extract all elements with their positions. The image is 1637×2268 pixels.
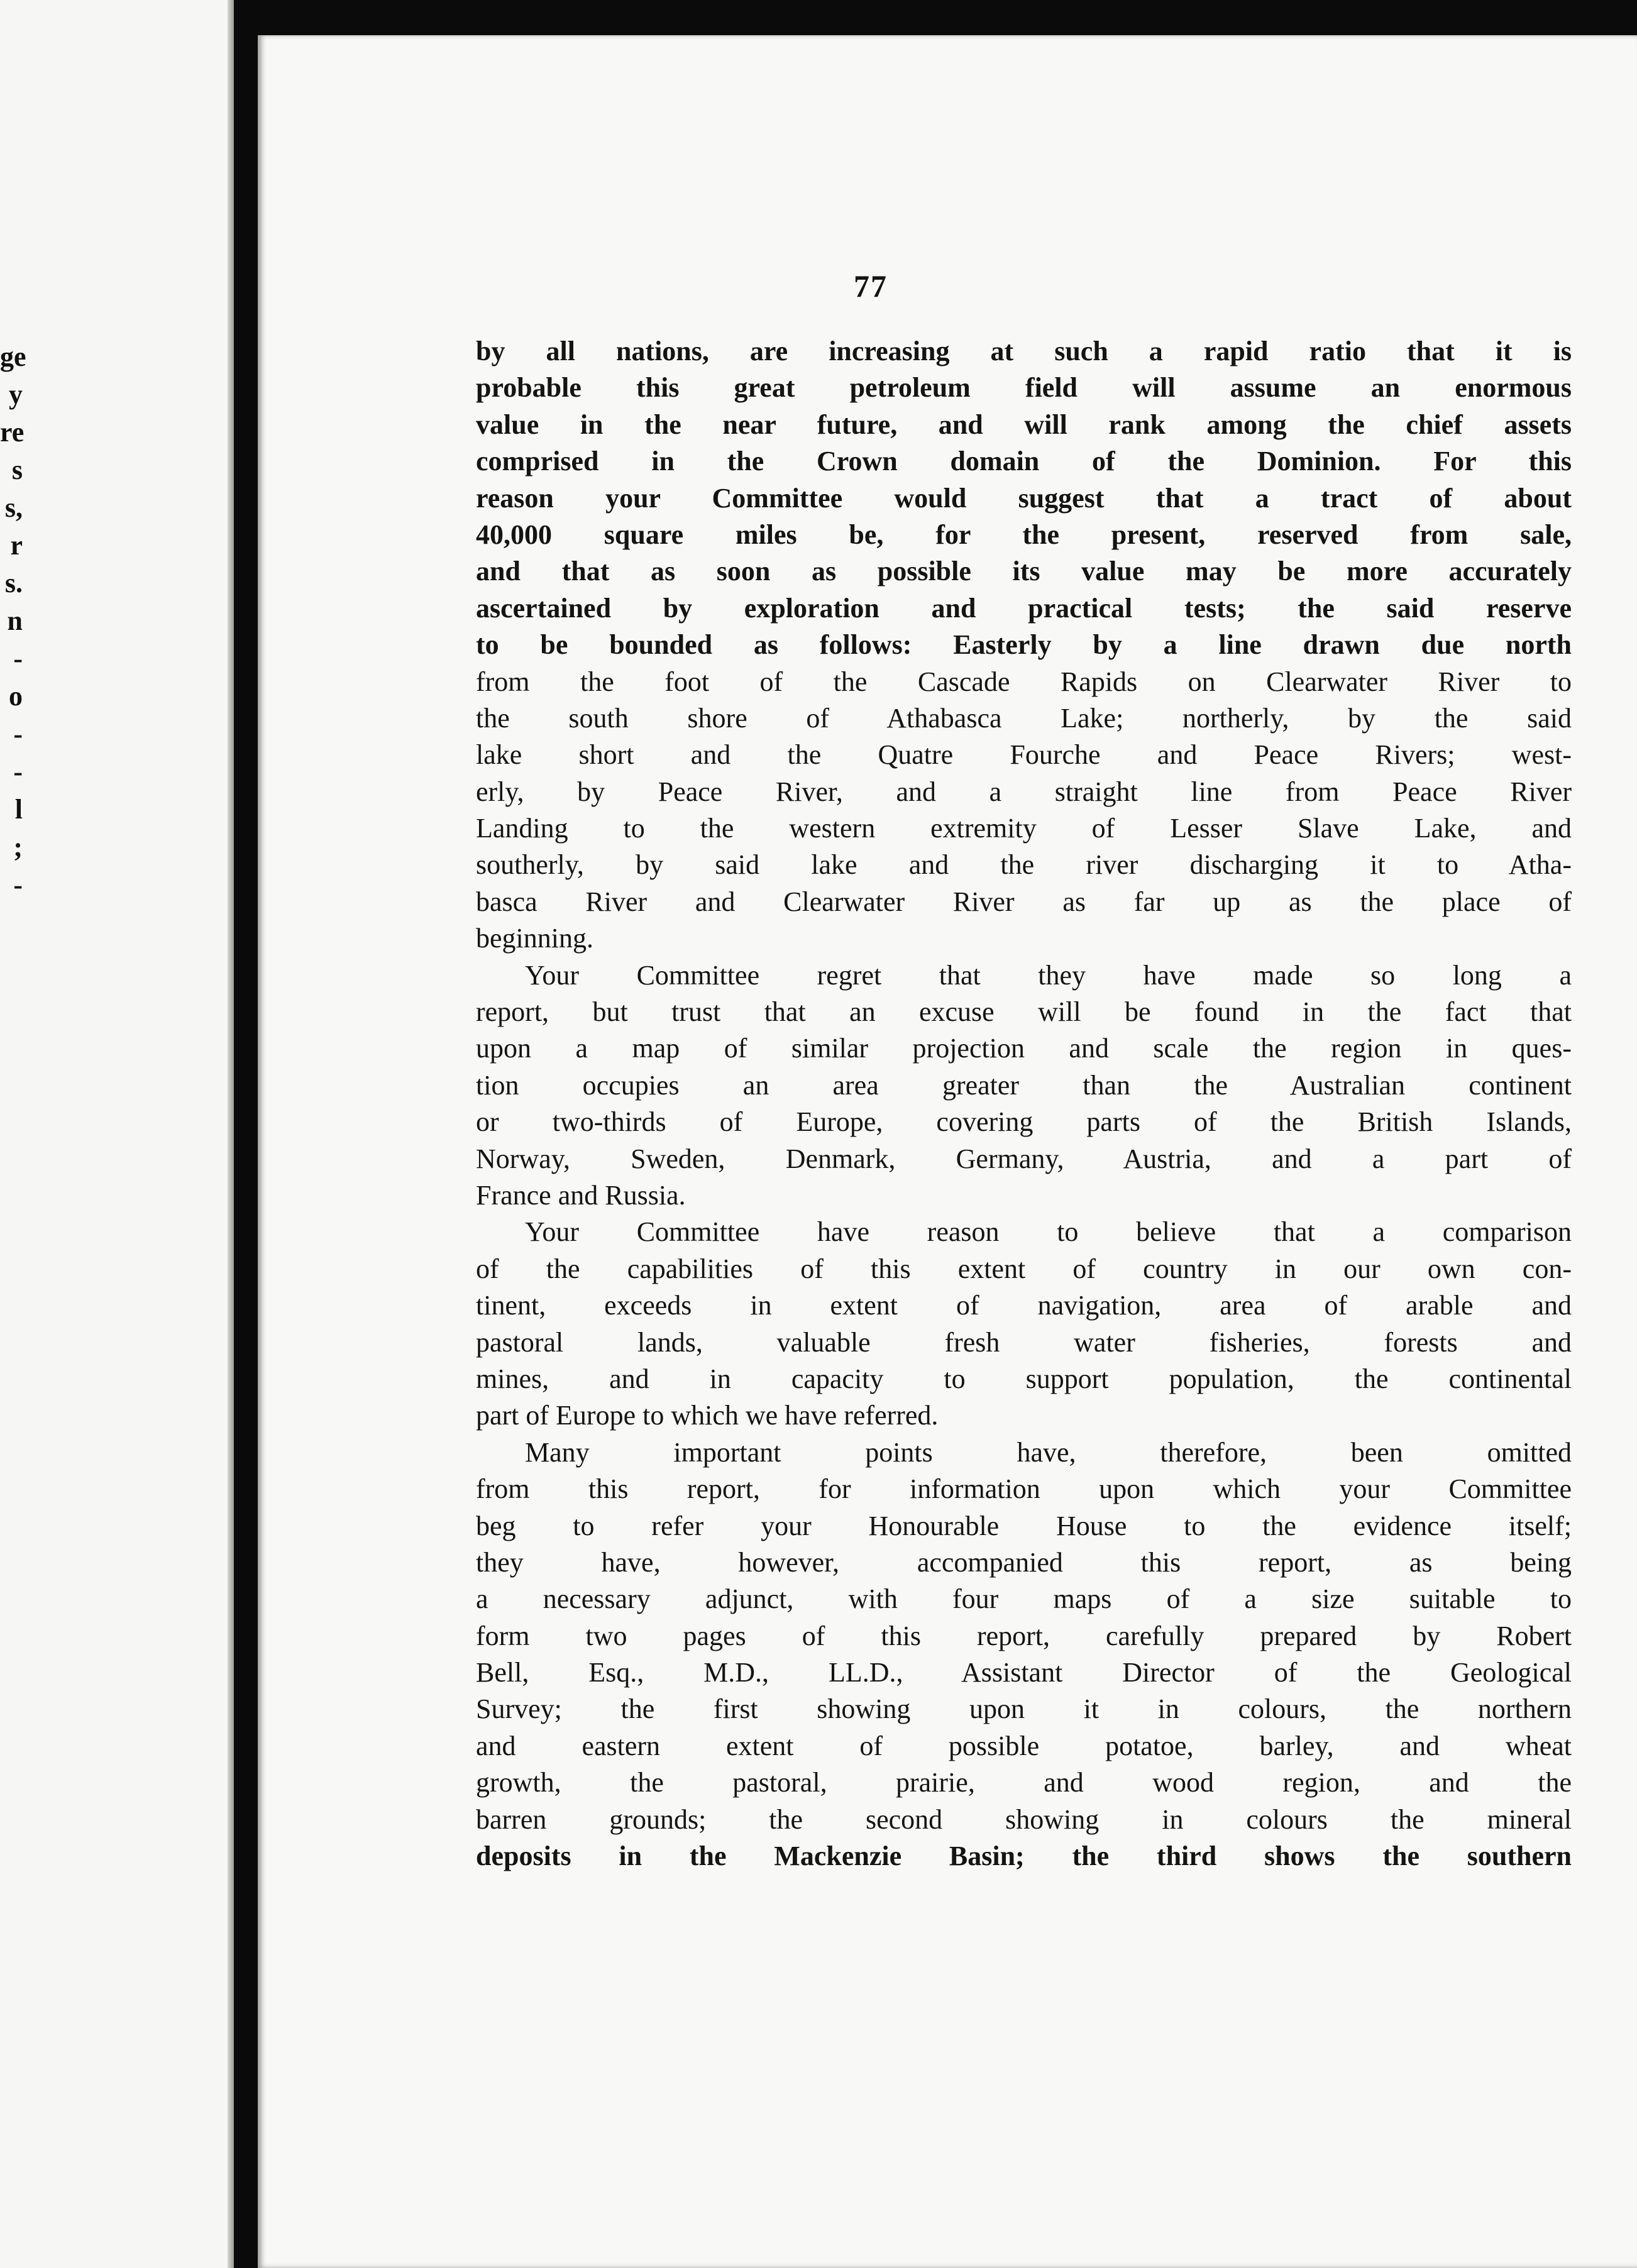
left-fragment: s bbox=[11, 454, 23, 485]
text-line: from the foot of the Cascade Rapids on Clearwater River to bbox=[476, 666, 1572, 697]
text-line: ascertained by exploration and practical tests; the said reserve bbox=[476, 592, 1572, 624]
text-line: by all nations, are increasing at such a rapid ratio that it is bbox=[476, 336, 1572, 366]
left-fragment: o bbox=[9, 681, 23, 712]
text-line: a necessary adjunct, with four maps of a size suitable to bbox=[476, 1583, 1572, 1615]
left-page-text-fragments bbox=[0, 338, 26, 904]
text-line: the south shore of Athabasca Lake; northerly, by the said bbox=[476, 702, 1572, 734]
left-fragment: y bbox=[9, 379, 23, 410]
body-text bbox=[476, 333, 1572, 1874]
left-fragment: - bbox=[13, 756, 23, 787]
text-line: Norway, Sweden, Denmark, Germany, Austria, and a part of bbox=[476, 1143, 1572, 1174]
page-fold-shadow bbox=[228, 0, 234, 2268]
text-line: Your Committee regret that they have made so long a bbox=[525, 959, 1572, 991]
left-fragment: r bbox=[10, 530, 23, 561]
text-line: comprised in the Crown domain of the Dominion. For this bbox=[476, 446, 1572, 477]
text-line: and eastern extent of possible potatoe, barley, and wheat bbox=[476, 1730, 1572, 1761]
text-line: beg to refer your Honourable House to the evidence itself; bbox=[476, 1510, 1572, 1541]
left-fragment: l bbox=[14, 794, 23, 825]
left-fragment: ; bbox=[13, 832, 23, 862]
text-line: Bell, Esq., M.D., LL.D., Assistant Director of the Geological bbox=[476, 1657, 1572, 1688]
text-line: growth, the pastoral, prairie, and wood region, and the bbox=[476, 1767, 1572, 1798]
text-line: upon a map of similar projection and scale the region in ques- bbox=[476, 1033, 1572, 1064]
left-fragment: s, bbox=[4, 492, 23, 523]
left-fragment: - bbox=[13, 643, 23, 674]
text-line: Your Committee have reason to believe that a comparison bbox=[525, 1216, 1572, 1248]
left-fragment: re bbox=[0, 417, 25, 448]
text-line: part of Europe to which we have referred. bbox=[476, 1400, 939, 1431]
text-line: they have, however, accompanied this report, as being bbox=[476, 1546, 1572, 1578]
text-line: Many important points have, therefore, been omitted bbox=[525, 1436, 1572, 1468]
text-line: or two-thirds of Europe, covering parts of the British Islands, bbox=[476, 1106, 1572, 1138]
page-number: 77 bbox=[854, 268, 888, 304]
left-fragment: - bbox=[13, 869, 23, 900]
text-line: basca River and Clearwater River as far up as the place of bbox=[476, 886, 1572, 917]
text-line: probable this great petroleum field will assume an enormous bbox=[476, 372, 1572, 404]
text-line: southerly, by said lake and the river discharging it to Atha- bbox=[476, 849, 1572, 881]
left-fragment: ge bbox=[0, 341, 26, 372]
left-page-edge bbox=[0, 0, 234, 2268]
text-line: erly, by Peace River, and a straight line from Peace River bbox=[476, 776, 1572, 807]
text-line: tinent, exceeds in extent of navigation, area of arable and bbox=[476, 1290, 1572, 1321]
text-line: report, but trust that an excuse will be found in the fact that bbox=[476, 996, 1572, 1028]
text-line: Landing to the western extremity of Lesser Slave Lake, and bbox=[476, 813, 1572, 844]
text-line: value in the near future, and will rank among the chief assets bbox=[476, 409, 1572, 440]
text-line: to be bounded as follows: Easterly by a line drawn due north bbox=[476, 629, 1572, 661]
left-fragment: s. bbox=[4, 568, 23, 598]
text-line: form two pages of this report, carefully prepared by Robert bbox=[476, 1620, 1572, 1651]
text-line: beginning. bbox=[476, 923, 593, 954]
text-line: France and Russia. bbox=[476, 1179, 686, 1211]
text-line: and that as soon as possible its value may be more accurately bbox=[476, 556, 1572, 587]
left-fragment: - bbox=[13, 718, 23, 749]
text-line: lake short and the Quatre Fourche and Peace Rivers; west- bbox=[476, 739, 1572, 771]
right-page bbox=[258, 35, 1637, 2268]
text-line: tion occupies an area greater than the Australian continent bbox=[476, 1069, 1572, 1101]
text-line: mines, and in capacity to support population, the continental bbox=[476, 1363, 1572, 1394]
text-line: from this report, for information upon which your Committee bbox=[476, 1473, 1572, 1505]
text-line: 40,000 square miles be, for the present, reserved from sale, bbox=[476, 519, 1572, 550]
text-line: Survey; the first showing upon it in colours, the northern bbox=[476, 1693, 1572, 1725]
text-line: of the capabilities of this extent of country in our own con- bbox=[476, 1253, 1572, 1284]
left-fragment: n bbox=[7, 605, 23, 636]
text-line: pastoral lands, valuable fresh water fisheries, forests and bbox=[476, 1326, 1572, 1358]
text-line: reason your Committee would suggest that a tract of about bbox=[476, 482, 1572, 514]
book-gutter bbox=[234, 0, 258, 2268]
text-line: barren grounds; the second showing in colours the mineral bbox=[476, 1803, 1572, 1835]
text-line: deposits in the Mackenzie Basin; the third shows the southern bbox=[476, 1841, 1572, 1872]
